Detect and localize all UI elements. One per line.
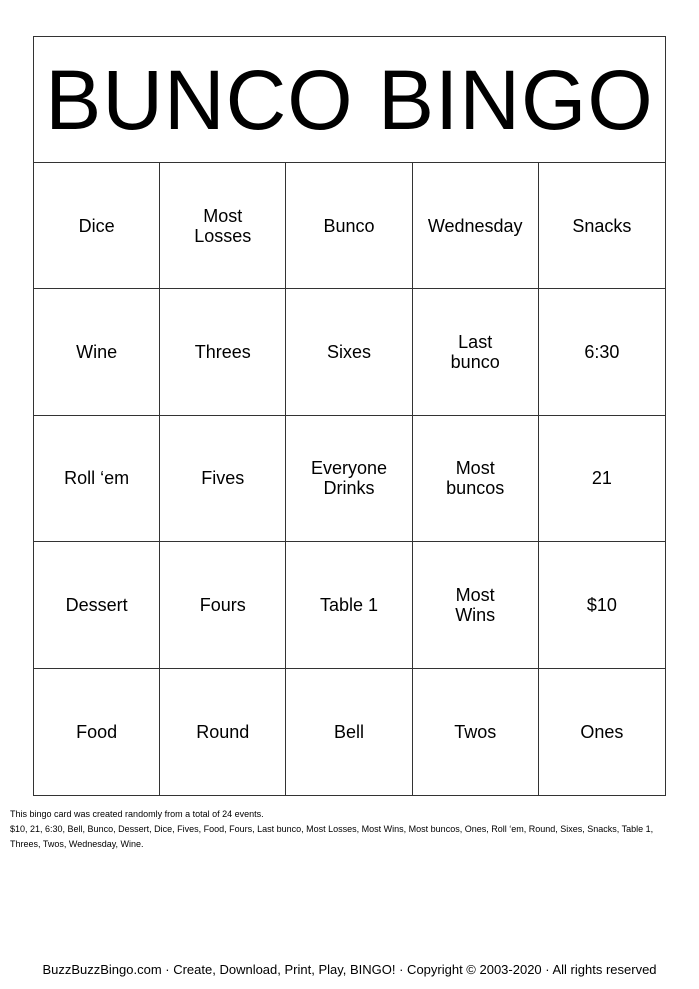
- bingo-cell: Dessert: [34, 542, 160, 668]
- bingo-cell: Dice: [34, 163, 160, 289]
- bingo-cell: 21: [539, 416, 665, 542]
- bingo-cell: Most Wins: [413, 542, 539, 668]
- bingo-cell: Table 1: [286, 542, 412, 668]
- card-info-note: [10, 807, 690, 852]
- bingo-cell: Ones: [580, 721, 624, 742]
- bingo-cell: Round: [160, 669, 286, 795]
- bingo-cell: Roll ‘em: [34, 416, 160, 542]
- bingo-cell: Food: [34, 669, 160, 795]
- bingo-card: [33, 36, 666, 796]
- bingo-cell: Threes: [160, 289, 286, 415]
- bingo-cell: Most Losses: [160, 163, 286, 289]
- card-title: BUNCO BINGO: [34, 37, 665, 163]
- bingo-cell: Bunco: [286, 163, 412, 289]
- bingo-cell: Last bunco: [413, 289, 539, 415]
- note-line: $10, 21, 6:30, Bell, Bunco, Dessert, Dice, Fives, Food, Fours, Last bunco, Most Losses, Most Wins, Most buncos, Ones, Roll ‘em, Round, Sixes, Snacks, Table 1,: [10, 824, 654, 834]
- bingo-cell: Fours: [160, 542, 286, 668]
- footer-text: BuzzBuzzBingo.com · Create, Download, Print, Play, BINGO! · Copyright © 2003-2020 · All rights reserved: [42, 962, 657, 977]
- bingo-cell: Twos: [413, 669, 539, 795]
- bingo-cell: $10: [539, 542, 665, 668]
- note-line: This bingo card was created randomly from a total of 24 events.: [10, 809, 264, 819]
- bingo-cell: Fives: [160, 416, 286, 542]
- bingo-cell: Everyone Drinks: [286, 416, 412, 542]
- bingo-cell: Snacks: [539, 163, 665, 289]
- bingo-cell: Most buncos: [413, 416, 539, 542]
- bingo-cell: Wednesday: [413, 163, 539, 289]
- bingo-grid: [34, 163, 665, 795]
- bingo-cell: Bell: [286, 669, 412, 795]
- bingo-cell: 6:30: [539, 289, 665, 415]
- bingo-cell: Wine: [34, 289, 160, 415]
- bingo-cell: Sixes: [286, 289, 412, 415]
- note-line: Threes, Twos, Wednesday, Wine.: [10, 839, 144, 849]
